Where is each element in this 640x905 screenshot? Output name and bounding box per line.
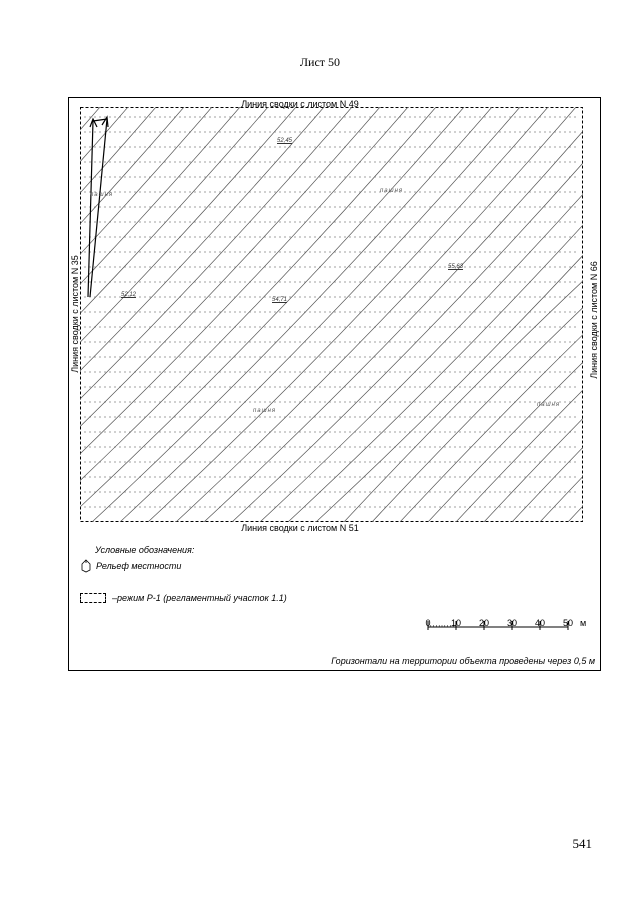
contour-lines [80, 107, 583, 522]
contour-line [148, 107, 548, 522]
contour-line [80, 107, 184, 522]
edge-label-left: Линия сводки с листом N 35 [70, 255, 80, 373]
contour-line [80, 107, 128, 522]
contour-line [80, 107, 240, 522]
contour-interval-note: Горизонтали на территории объекта проведены через 0,5 м [331, 656, 595, 666]
land-use-label: пашня [380, 188, 404, 194]
contour-line [80, 107, 352, 522]
land-use-label: пашня [253, 408, 277, 414]
contour-line [80, 107, 380, 522]
contour-line [80, 107, 100, 522]
contour-line [92, 107, 492, 522]
contour-line [260, 107, 583, 522]
contour-line [540, 137, 583, 522]
contour-line [80, 107, 324, 522]
contour-line [80, 107, 296, 522]
contour-line [120, 107, 520, 522]
elevation-label: 55,63 [448, 264, 464, 270]
scale-bar [420, 615, 580, 631]
contour-line [232, 107, 583, 522]
zone-hatching [84, 117, 579, 507]
contour-line [288, 107, 583, 522]
relief-symbol-icon [80, 559, 92, 573]
elevation-label: 52,45 [277, 138, 293, 144]
contour-line [456, 137, 583, 522]
legend-label-zone: –режим Р-1 (регламентный участок 1.1) [112, 593, 287, 603]
legend-item-zone [80, 593, 287, 603]
contour-line [372, 137, 583, 522]
dashed-zone-symbol-icon [80, 593, 106, 603]
edge-label-bottom: Линия сводки с листом N 51 [241, 523, 359, 533]
elevation-label: 52,12 [121, 292, 137, 298]
zone-boundary [81, 108, 583, 522]
page-number: 541 [572, 836, 592, 851]
contour-line [400, 137, 583, 522]
scale-tick-label: 10 [450, 618, 462, 628]
contour-line [176, 107, 576, 522]
contour-line [80, 107, 268, 522]
legend-item-relief [80, 559, 181, 573]
scale-tick-label: 30 [506, 618, 518, 628]
edge-label-right: Линия сводки с листом N 66 [589, 261, 599, 379]
sheet-title: Лист 50 [299, 55, 341, 69]
scale-ticks [428, 621, 568, 630]
scale-tick-label: 0 [425, 618, 431, 628]
scale-unit: м [580, 618, 587, 628]
elevation-label: 54,71 [272, 297, 288, 303]
edge-label-top: Линия сводки с листом N 49 [241, 99, 359, 109]
contour-line [204, 107, 583, 522]
land-use-label: пашня [537, 402, 561, 408]
contour-line [512, 137, 583, 522]
contour-line [80, 107, 464, 522]
scale-tick-label: 40 [534, 618, 546, 628]
scale-tick-label: 50 [562, 618, 574, 628]
legend-title: Условные обозначения: [95, 545, 195, 555]
contour-line [344, 137, 583, 522]
legend-label-relief: Рельеф местности [96, 561, 182, 571]
contour-line [568, 137, 583, 522]
contour-line [80, 107, 436, 522]
land-use-label: пашня [90, 192, 114, 198]
map-area [80, 107, 583, 522]
contour-line [80, 107, 212, 522]
scale-tick-label: 20 [478, 618, 490, 628]
